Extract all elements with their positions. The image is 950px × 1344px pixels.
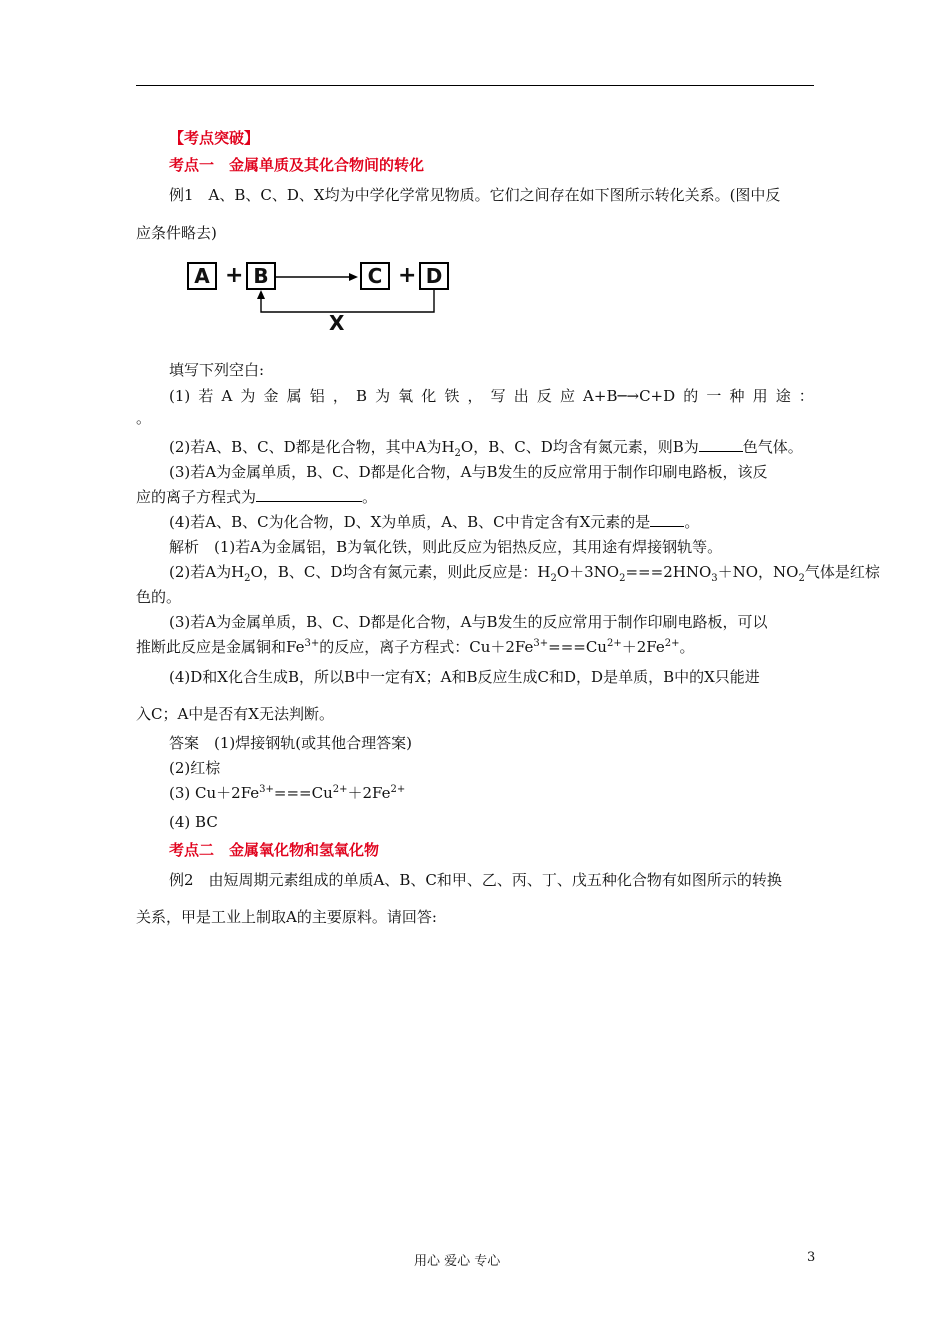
a3-sup-3: 2+ bbox=[606, 638, 622, 649]
plus-sign-1: + bbox=[225, 263, 244, 288]
a2-text-1: (2)若A为H bbox=[169, 563, 245, 581]
a3-text-5: 。 bbox=[679, 638, 695, 656]
question-3-line2 bbox=[136, 487, 377, 507]
a2-sub-3: 2 bbox=[619, 573, 626, 584]
q1-token: ， bbox=[467, 387, 483, 405]
a2-sub-4: 3 bbox=[711, 573, 718, 584]
analysis-3-line2 bbox=[136, 637, 695, 657]
page-number: 3 bbox=[807, 1250, 816, 1265]
a2-text-6: 气体是红棕 bbox=[804, 563, 880, 581]
ans3-text-1: (3) Cu＋2Fe bbox=[169, 784, 260, 802]
ans3-sup-2: 2+ bbox=[332, 784, 348, 795]
a3-text-2: 的反应，离子方程式：Cu＋2Fe bbox=[319, 638, 534, 656]
example2-line1: 例2 由短周期元素组成的单质A、B、C和甲、乙、丙、丁、戊五种化合物有如图所示的转换 bbox=[169, 871, 782, 889]
q1-token: 金 bbox=[263, 387, 279, 405]
a3-sup-1: 3+ bbox=[304, 638, 320, 649]
a2-text-5: ＋NO，NO bbox=[717, 563, 799, 581]
q1-token: 若 bbox=[198, 387, 214, 405]
q1-token: 为 bbox=[240, 387, 256, 405]
q2-text-post: 色气体。 bbox=[742, 438, 803, 456]
a2-sub-5: 2 bbox=[798, 573, 805, 584]
question-4 bbox=[169, 512, 699, 532]
q1-token: 为 bbox=[375, 387, 391, 405]
answer-blank-4[interactable] bbox=[650, 512, 684, 527]
box-c: C bbox=[360, 262, 390, 290]
q3-text-post: 。 bbox=[362, 488, 378, 506]
answer-1: 答案 (1)焊接钢轨(或其他合理答案) bbox=[169, 734, 412, 752]
q1-token: ， bbox=[332, 387, 348, 405]
footer-slogan: 用心 爱心 专心 bbox=[414, 1254, 501, 1269]
q1-token: ： bbox=[798, 387, 814, 405]
q2-text-pre: (2)若A、B、C、D都是化合物，其中A为H bbox=[169, 438, 455, 456]
a2-sub-2: 2 bbox=[550, 573, 557, 584]
q1-token: 种 bbox=[729, 387, 745, 405]
q1-token: A+B─→C+D bbox=[583, 387, 676, 405]
q2-subscript: 2 bbox=[454, 448, 461, 459]
answer-blank-3[interactable] bbox=[256, 487, 362, 502]
example1-line2: 应条件略去) bbox=[136, 224, 217, 242]
a2-text-3: O＋3NO bbox=[556, 563, 620, 581]
q1-token: 铝 bbox=[309, 387, 325, 405]
ans3-text-3: ＋2Fe bbox=[347, 784, 391, 802]
q1-token: 铁 bbox=[444, 387, 460, 405]
analysis-3-line1: (3)若A为金属单质，B、C、D都是化合物，A与B发生的反应常用于制作印刷电路板，可以 bbox=[169, 613, 768, 631]
q1-token: 应 bbox=[559, 387, 575, 405]
x-label: X bbox=[329, 311, 345, 335]
q1-token: 写 bbox=[490, 387, 506, 405]
q1-token: 出 bbox=[513, 387, 529, 405]
q2-text-mid: O，B、C、D均含有氮元素，则B为 bbox=[460, 438, 699, 456]
example2-line2: 关系，甲是工业上制取A的主要原料。请回答: bbox=[136, 908, 437, 926]
answer-4: (4) BC bbox=[169, 813, 218, 831]
plus-sign-2: + bbox=[398, 263, 417, 288]
a2-text-2: O，B、C、D均含有氮元素，则此反应是：H bbox=[250, 563, 551, 581]
q4-text-pre: (4)若A、B、C为化合物，D、X为单质，A、B、C中肯定含有X元素的是 bbox=[169, 513, 651, 531]
question-2 bbox=[169, 437, 803, 457]
q1-token: 属 bbox=[286, 387, 302, 405]
section-title: 【考点突破】 bbox=[169, 129, 260, 147]
return-arrowhead bbox=[257, 290, 265, 299]
q1-token: 化 bbox=[421, 387, 437, 405]
a2-text-4: ===2HNO bbox=[625, 563, 712, 581]
a3-text-3: ===Cu bbox=[548, 638, 607, 656]
answer-blank-2[interactable] bbox=[699, 437, 743, 452]
box-a: A bbox=[187, 262, 217, 290]
analysis-4-line2: 入C；A中是否有X无法判断。 bbox=[136, 705, 334, 723]
a3-sup-4: 2+ bbox=[664, 638, 680, 649]
analysis-2-line2: 色的。 bbox=[136, 588, 182, 606]
q1-token: A bbox=[221, 387, 233, 405]
box-b: B bbox=[246, 262, 276, 290]
q1-token: B bbox=[355, 387, 367, 405]
diagram-arrows bbox=[0, 0, 500, 340]
analysis-2-line1 bbox=[169, 562, 880, 582]
q1-token: (1) bbox=[169, 387, 191, 405]
point2-title: 考点二 金属氧化物和氢氧化物 bbox=[169, 841, 380, 859]
a2-sub-1: 2 bbox=[244, 573, 251, 584]
ans3-sup-1: 3+ bbox=[259, 784, 274, 795]
answer-3 bbox=[169, 783, 405, 803]
question-1-end: 。 bbox=[136, 409, 152, 427]
ans3-text-2: ===Cu bbox=[273, 784, 333, 802]
point1-title: 考点一 金属单质及其化合物间的转化 bbox=[169, 156, 425, 174]
a3-text-4: ＋2Fe bbox=[621, 638, 665, 656]
forward-arrowhead bbox=[349, 273, 358, 281]
return-arrow-line bbox=[261, 290, 434, 312]
ans3-sup-3: 2+ bbox=[390, 784, 406, 795]
q1-token: 反 bbox=[536, 387, 552, 405]
a3-sup-2: 3+ bbox=[533, 638, 549, 649]
answer-2: (2)红棕 bbox=[169, 759, 221, 777]
box-d: D bbox=[419, 262, 449, 290]
q1-token: 用 bbox=[752, 387, 768, 405]
analysis-1: 解析 (1)若A为金属铝，B为氧化铁，则此反应为铝热反应，其用途有焊接钢轨等。 bbox=[169, 538, 723, 556]
question-3-line1: (3)若A为金属单质，B、C、D都是化合物，A与B发生的反应常用于制作印刷电路板，该反 bbox=[169, 463, 768, 481]
q1-token: 一 bbox=[706, 387, 722, 405]
q1-token: 氧 bbox=[398, 387, 414, 405]
question-1 bbox=[169, 386, 814, 406]
a3-text-1: 推断此反应是金属铜和Fe bbox=[136, 638, 305, 656]
fill-prompt: 填写下列空白: bbox=[169, 361, 265, 379]
q3-text-pre: 应的离子方程式为 bbox=[136, 488, 257, 506]
q1-token: 途 bbox=[775, 387, 791, 405]
q4-text-post: 。 bbox=[684, 513, 700, 531]
example1-line1: 例1 A、B、C、D、X均为中学化学常见物质。它们之间存在如下图所示转化关系。(图中反 bbox=[169, 186, 781, 204]
q1-token: 的 bbox=[683, 387, 699, 405]
analysis-4-line1: (4)D和X化合生成B，所以B中一定有X；A和B反应生成C和D，D是单质，B中的X只能进 bbox=[169, 668, 760, 686]
